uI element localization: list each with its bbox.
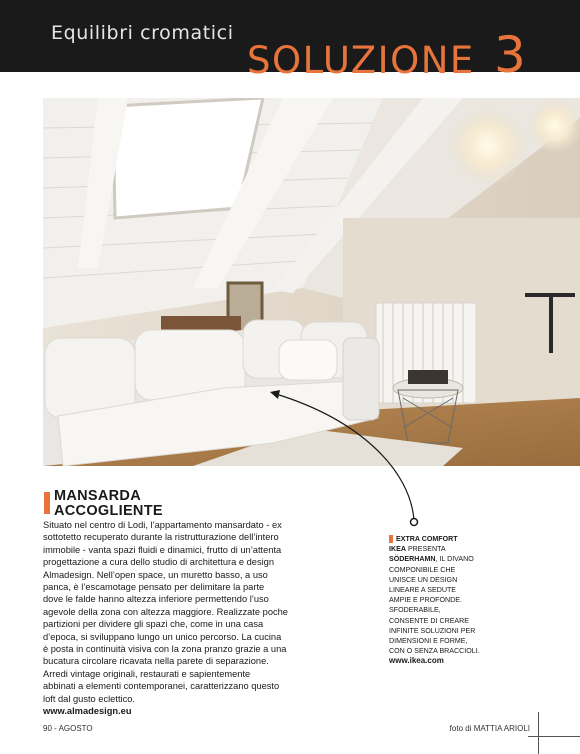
body-line: abbinati a elementi contemporanei, caratterizzano questo bbox=[43, 681, 280, 692]
solution-number: 3 bbox=[494, 26, 526, 84]
body-line: agevole della zona con altezza maggiore. Realizzate poche bbox=[43, 606, 288, 617]
callout-arrow bbox=[260, 380, 430, 530]
body-line: sottotetto recuperato durante la ristrutturazione dell’intero bbox=[43, 532, 279, 543]
caption-line: SFODERABILE, bbox=[389, 606, 441, 615]
caption-label: EXTRA COMFORT bbox=[396, 535, 458, 543]
caption-line: CON O SENZA BRACCIOLI. bbox=[389, 647, 480, 656]
caption-line: CONSENTE DI CREARE bbox=[389, 616, 470, 625]
body-line: dove le falde hanno altezza inferiore permettendo l’uso bbox=[43, 594, 269, 605]
crop-mark-horizontal bbox=[528, 736, 580, 737]
body-line: loft dal gusto eclettico. bbox=[43, 693, 135, 704]
body-line: Almadesign. Nell’open space, un muretto basso, a uso bbox=[43, 569, 268, 580]
article-body bbox=[43, 519, 301, 718]
body-line: progettazione a cura dello studio di architettura e design bbox=[43, 557, 275, 568]
title-line-2: ACCOGLIENTE bbox=[54, 503, 163, 519]
title-line-1: MANSARDA bbox=[54, 488, 141, 504]
solution-word: SOLUZIONE bbox=[247, 39, 475, 82]
caption-line: LINEARE A SEDUTE bbox=[389, 586, 457, 595]
body-line: Situato nel centro di Lodi, l’appartamento mansardato - ex bbox=[43, 520, 282, 530]
body-line: d’epoca, si sviluppano lungo un unico percorso. La cucina bbox=[43, 631, 282, 642]
section-title: Equilibri cromatici bbox=[51, 22, 234, 44]
caption-line: UNISCE UN DESIGN bbox=[389, 575, 458, 584]
caption-brand: IKEA bbox=[389, 545, 406, 554]
caption-product-text: , IL DIVANO bbox=[435, 555, 474, 564]
article-title bbox=[54, 489, 163, 519]
body-line: è posta in continuità visiva con la zona pranzo grazie a una bbox=[43, 644, 287, 655]
caption-line: COMPONIBILE CHE bbox=[389, 565, 456, 574]
caption-line: AMPIE E PROFONDE. bbox=[389, 596, 462, 605]
product-caption bbox=[389, 534, 539, 667]
photo-credit: foto di MATTIA ARIOLI bbox=[449, 724, 530, 733]
page-number: 90 - AGOSTO bbox=[43, 724, 93, 733]
body-line: panca, è l’escamotage pensato per delimitare la parte bbox=[43, 582, 265, 593]
body-line: Arredi vintage originali, restaurati e sapientemente bbox=[43, 668, 251, 679]
body-line: immobile - vanta spazi fluidi e dinamici, frutto di un’attenta bbox=[43, 544, 282, 555]
body-line: partizioni per dividere gli spazi che, come in una casa bbox=[43, 619, 264, 630]
body-line: bucatura circolare ricavata nella parete di separazione. bbox=[43, 656, 269, 667]
almadesign-link[interactable]: www.almadesign.eu bbox=[43, 706, 132, 717]
caption-presenta: PRESENTA bbox=[407, 545, 446, 554]
title-accent bbox=[44, 492, 50, 514]
caption-line: INFINITE SOLUZIONI PER bbox=[389, 626, 476, 635]
ikea-link[interactable]: www.ikea.com bbox=[389, 656, 444, 666]
crop-mark-vertical bbox=[538, 712, 539, 754]
caption-product: SÖDERHAMN bbox=[389, 555, 436, 564]
caption-line: DIMENSIONI E FORME, bbox=[389, 637, 468, 646]
